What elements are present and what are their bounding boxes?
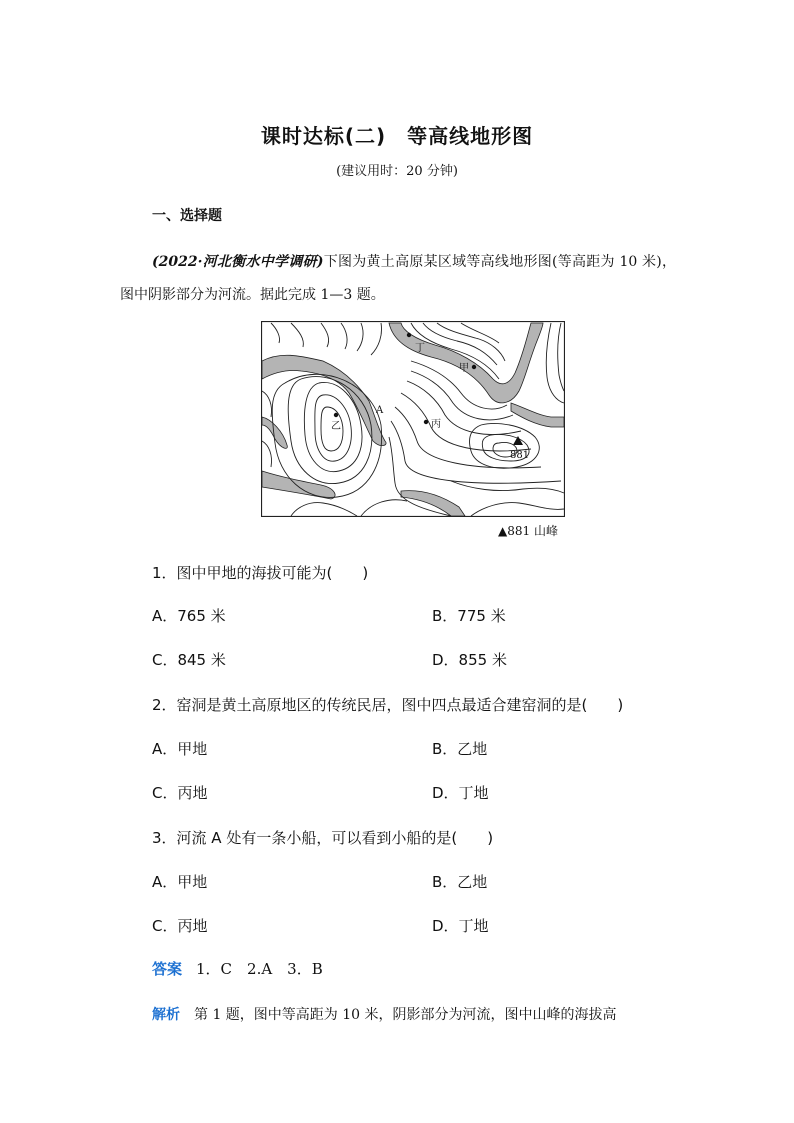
analysis-text: 第 1 题，图中等高距为 10 米，阴影部分为河流，图中山峰的海拔高: [194, 1007, 617, 1023]
intro-text: 下图为黄土高原某区域等高线地形图(等高距为 10 米)，图中阴影部分为河流。据此完成 1—3 题。: [120, 254, 677, 303]
map-legend: ▲881 山峰: [498, 524, 558, 538]
contour-map: [261, 321, 565, 517]
label-peak: 881: [510, 450, 530, 461]
source-citation: (2022·河北衡水中学调研): [152, 254, 324, 270]
label-ding: 丁: [415, 343, 425, 354]
q1-option-a: A．765 米: [152, 607, 226, 625]
label-bing: 丙: [431, 419, 441, 430]
q1-option-d: D．855 米: [432, 651, 507, 669]
q2-option-d: D．丁地: [432, 784, 489, 802]
point-ding-marker: [407, 333, 411, 337]
q3-option-d: D．丁地: [432, 917, 489, 935]
page-title: 课时达标(二) 等高线地形图: [260, 124, 534, 148]
suggested-time: (建议用时：20 分钟): [336, 164, 458, 179]
question-intro: [120, 246, 676, 312]
answer-text: 1．C 2.A 3．B: [196, 960, 323, 978]
q2-option-a: A．甲地: [152, 740, 208, 758]
analysis-line: [152, 1004, 682, 1024]
q2-option-b: B．乙地: [432, 740, 488, 758]
point-bing-marker: [424, 420, 428, 424]
q3-option-c: C．丙地: [152, 917, 208, 935]
label-river-a: A: [376, 405, 384, 416]
q2-option-c: C．丙地: [152, 784, 208, 802]
question-3-stem: 3．河流 A 处有一条小船，可以看到小船的是( ): [152, 829, 494, 847]
q1-option-c: C．845 米: [152, 651, 226, 669]
q1-option-b: B．775 米: [432, 607, 506, 625]
question-2-stem: 2．窑洞是黄土高原地区的传统民居，图中四点最适合建窑洞的是( ): [152, 696, 624, 714]
answer-line: [152, 958, 323, 979]
answer-label: 答案: [152, 960, 183, 978]
section-heading: 一、选择题: [152, 208, 222, 224]
q3-option-a: A．甲地: [152, 873, 208, 891]
point-jia-marker: [472, 365, 476, 369]
label-jia: 甲: [459, 363, 469, 374]
label-yi: 乙: [331, 421, 341, 432]
question-1-stem: 1．图中甲地的海拔可能为( ): [152, 564, 369, 582]
q3-option-b: B．乙地: [432, 873, 488, 891]
point-yi-marker: [334, 413, 338, 417]
analysis-label: 解析: [152, 1007, 180, 1023]
